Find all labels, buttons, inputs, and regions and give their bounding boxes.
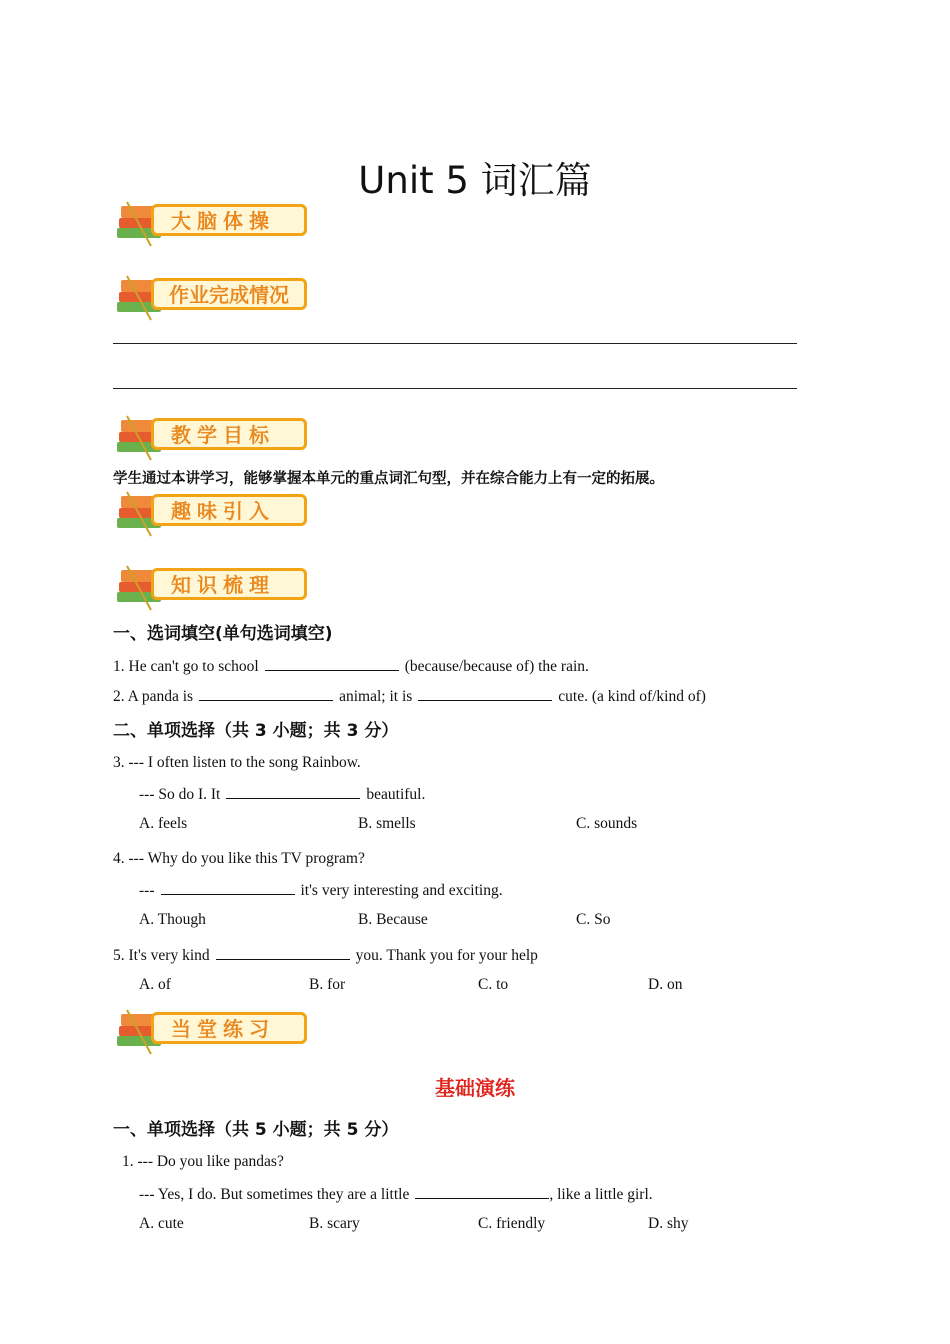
answer-blank[interactable] (265, 656, 399, 671)
section-heading: 一、选词填空(单句选词填空) (113, 624, 333, 644)
answer-blank[interactable] (199, 686, 333, 701)
banner-label: 作业完成情况 (169, 283, 289, 307)
banner-label: 当堂练习 (171, 1017, 275, 1041)
banner-objectives (113, 412, 313, 462)
banner-label: 知识梳理 (171, 573, 275, 597)
banner-homework (113, 272, 313, 322)
question-4-line2: --- it's very interesting and exciting. (139, 882, 503, 899)
objective-text: 学生通过本讲学习，能够掌握本单元的重点词汇句型，并在综合能力上有一定的拓展。 (113, 471, 664, 487)
option-b[interactable]: B. for (309, 976, 346, 993)
question-3-line1: 3. --- I often listen to the song Rainbow. (113, 754, 361, 771)
banner-brain-exercise (113, 198, 313, 248)
practice-question-1-line1: 1. --- Do you like pandas? (122, 1153, 284, 1170)
option-a[interactable]: A. Though (139, 911, 206, 928)
question-5: 5. It's very kind you. Thank you for your help (113, 947, 538, 964)
banner-knowledge (113, 562, 313, 612)
question-1: 1. He can't go to school (because/because of) the rain. (113, 658, 589, 675)
banner-practice (113, 1006, 313, 1056)
answer-line (113, 343, 797, 344)
question-4-line1: 4. --- Why do you like this TV program? (113, 850, 365, 867)
practice-question-1-line2: --- Yes, I do. But sometimes they are a little , like a little girl. (139, 1186, 653, 1203)
answer-blank[interactable] (216, 945, 350, 960)
question-2: 2. A panda is animal; it is cute. (a kind of/kind of) (113, 688, 706, 705)
answer-blank[interactable] (226, 784, 360, 799)
option-c[interactable]: C. to (478, 976, 509, 993)
page-title: Unit 5 词汇篇 (358, 159, 592, 202)
question-3-line2: --- So do I. It beautiful. (139, 786, 426, 803)
option-b[interactable]: B. scary (309, 1215, 360, 1232)
answer-blank[interactable] (161, 880, 295, 895)
answer-line (113, 388, 797, 389)
option-a[interactable]: A. of (139, 976, 171, 993)
option-c[interactable]: C. friendly (478, 1215, 546, 1232)
practice-title: 基础演练 (435, 1076, 515, 1100)
option-d[interactable]: D. on (648, 976, 683, 993)
option-c[interactable]: C. sounds (576, 815, 638, 832)
option-a[interactable]: A. feels (139, 815, 188, 832)
option-b[interactable]: B. Because (358, 911, 428, 928)
banner-label: 教学目标 (171, 423, 275, 447)
option-c[interactable]: C. So (576, 911, 611, 928)
answer-blank[interactable] (418, 686, 552, 701)
section-heading: 一、单项选择（共 5 小题；共 5 分） (113, 1120, 399, 1140)
banner-intro (113, 488, 313, 538)
banner-label: 大脑体操 (171, 209, 275, 233)
answer-blank[interactable] (415, 1184, 549, 1199)
section-heading: 二、单项选择（共 3 小题；共 3 分） (113, 721, 399, 741)
option-a[interactable]: A. cute (139, 1215, 184, 1232)
banner-label: 趣味引入 (171, 499, 275, 523)
option-b[interactable]: B. smells (358, 815, 416, 832)
option-d[interactable]: D. shy (648, 1215, 689, 1232)
